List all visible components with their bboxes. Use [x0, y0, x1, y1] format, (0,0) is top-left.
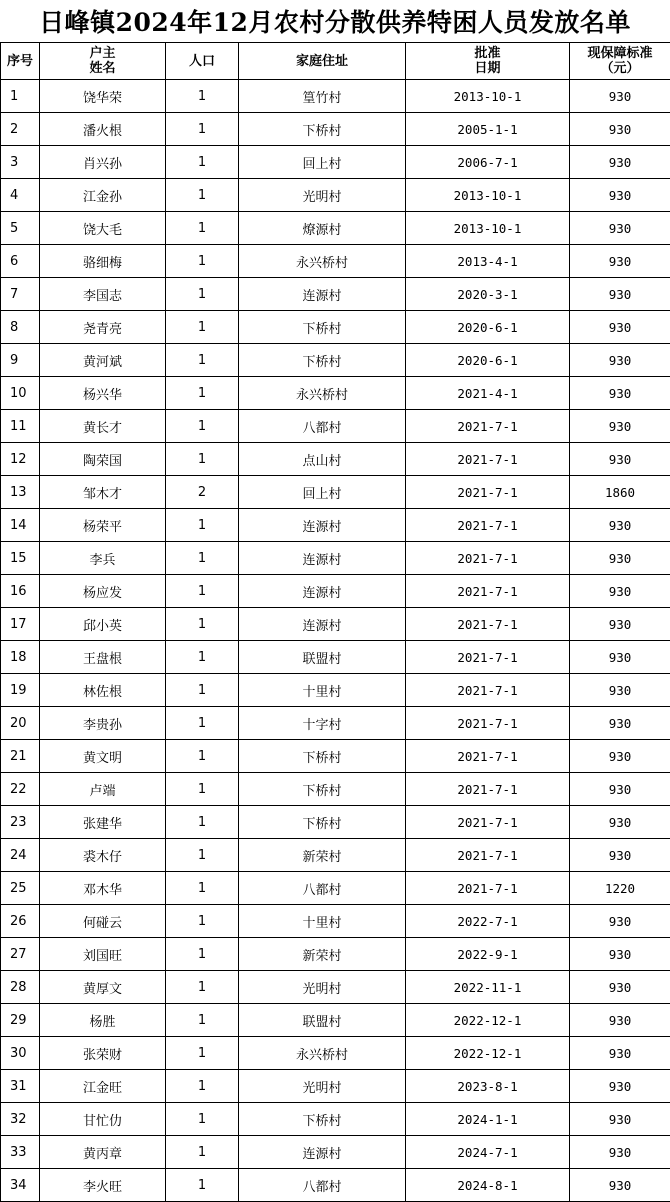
cell-serial-number: 3 [1, 146, 40, 179]
cell-population: 1 [166, 641, 239, 674]
cell-serial-number: 8 [1, 311, 40, 344]
cell-serial-number: 7 [1, 278, 40, 311]
header-home-address: 家庭住址 [239, 43, 406, 80]
cell-approval-date: 2021-7-1 [406, 608, 570, 641]
cell-householder-name: 杨兴华 [40, 377, 166, 410]
cell-population: 1 [166, 872, 239, 905]
cell-serial-number: 2 [1, 113, 40, 146]
header-householder-name: 户主 姓名 [40, 43, 166, 80]
cell-approval-date: 2021-7-1 [406, 872, 570, 905]
cell-serial-number: 31 [1, 1070, 40, 1103]
cell-home-address: 光明村 [239, 179, 406, 212]
cell-home-address: 燎源村 [239, 212, 406, 245]
table-row [1, 344, 670, 377]
cell-householder-name: 邓木华 [40, 872, 166, 905]
cell-serial-number: 24 [1, 839, 40, 872]
cell-population: 1 [166, 740, 239, 773]
cell-population: 1 [166, 1169, 239, 1202]
cell-population: 1 [166, 707, 239, 740]
cell-serial-number: 28 [1, 971, 40, 1004]
cell-standard-amount: 930 [570, 740, 670, 773]
cell-population: 1 [166, 839, 239, 872]
cell-population: 1 [166, 1136, 239, 1169]
cell-home-address: 回上村 [239, 476, 406, 509]
cell-serial-number: 10 [1, 377, 40, 410]
cell-approval-date: 2021-7-1 [406, 542, 570, 575]
table-row [1, 410, 670, 443]
cell-home-address: 新荣村 [239, 839, 406, 872]
cell-population: 1 [166, 971, 239, 1004]
cell-approval-date: 2005-1-1 [406, 113, 570, 146]
cell-approval-date: 2020-3-1 [406, 278, 570, 311]
cell-householder-name: 李贵孙 [40, 707, 166, 740]
cell-home-address: 连源村 [239, 509, 406, 542]
cell-population: 1 [166, 773, 239, 806]
cell-householder-name: 骆细梅 [40, 245, 166, 278]
cell-approval-date: 2021-7-1 [406, 509, 570, 542]
cell-approval-date: 2020-6-1 [406, 311, 570, 344]
cell-population: 1 [166, 146, 239, 179]
cell-serial-number: 34 [1, 1169, 40, 1202]
cell-serial-number: 17 [1, 608, 40, 641]
cell-householder-name: 黄河斌 [40, 344, 166, 377]
cell-serial-number: 15 [1, 542, 40, 575]
cell-home-address: 光明村 [239, 1070, 406, 1103]
cell-standard-amount: 1220 [570, 872, 670, 905]
cell-population: 1 [166, 311, 239, 344]
cell-serial-number: 26 [1, 905, 40, 938]
cell-householder-name: 杨胜 [40, 1004, 166, 1037]
cell-standard-amount: 930 [570, 938, 670, 971]
cell-home-address: 联盟村 [239, 641, 406, 674]
cell-standard-amount: 930 [570, 410, 670, 443]
cell-home-address: 下桥村 [239, 113, 406, 146]
cell-population: 1 [166, 1037, 239, 1070]
cell-population: 1 [166, 212, 239, 245]
table-row [1, 443, 670, 476]
cell-home-address: 下桥村 [239, 1103, 406, 1136]
table-row [1, 938, 670, 971]
cell-serial-number: 12 [1, 443, 40, 476]
cell-serial-number: 5 [1, 212, 40, 245]
cell-householder-name: 卢端 [40, 773, 166, 806]
header-serial-number: 序号 [1, 43, 40, 80]
cell-standard-amount: 930 [570, 179, 670, 212]
cell-population: 1 [166, 278, 239, 311]
cell-householder-name: 杨应发 [40, 575, 166, 608]
cell-standard-amount: 930 [570, 344, 670, 377]
cell-householder-name: 李火旺 [40, 1169, 166, 1202]
header-population: 人口 [166, 43, 239, 80]
cell-approval-date: 2013-4-1 [406, 245, 570, 278]
table-row [1, 806, 670, 839]
table-row [1, 146, 670, 179]
cell-approval-date: 2024-8-1 [406, 1169, 570, 1202]
cell-population: 1 [166, 344, 239, 377]
cell-serial-number: 11 [1, 410, 40, 443]
table-row [1, 608, 670, 641]
cell-serial-number: 4 [1, 179, 40, 212]
cell-standard-amount: 930 [570, 212, 670, 245]
cell-population: 1 [166, 1004, 239, 1037]
cell-approval-date: 2021-7-1 [406, 476, 570, 509]
cell-population: 1 [166, 443, 239, 476]
cell-home-address: 连源村 [239, 608, 406, 641]
cell-standard-amount: 930 [570, 278, 670, 311]
cell-approval-date: 2024-7-1 [406, 1136, 570, 1169]
cell-population: 1 [166, 377, 239, 410]
table-row [1, 1103, 670, 1136]
cell-home-address: 回上村 [239, 146, 406, 179]
recipients-table [0, 42, 670, 1202]
cell-householder-name: 江金孙 [40, 179, 166, 212]
cell-serial-number: 21 [1, 740, 40, 773]
table-row [1, 509, 670, 542]
cell-approval-date: 2021-7-1 [406, 806, 570, 839]
cell-standard-amount: 930 [570, 1103, 670, 1136]
cell-standard-amount: 930 [570, 905, 670, 938]
table-row [1, 641, 670, 674]
cell-approval-date: 2021-7-1 [406, 410, 570, 443]
cell-serial-number: 18 [1, 641, 40, 674]
cell-householder-name: 陶荣国 [40, 443, 166, 476]
cell-home-address: 连源村 [239, 278, 406, 311]
cell-approval-date: 2020-6-1 [406, 344, 570, 377]
cell-standard-amount: 930 [570, 1136, 670, 1169]
cell-home-address: 十里村 [239, 674, 406, 707]
cell-householder-name: 刘国旺 [40, 938, 166, 971]
cell-standard-amount: 930 [570, 443, 670, 476]
cell-population: 1 [166, 1070, 239, 1103]
cell-householder-name: 饶大毛 [40, 212, 166, 245]
cell-householder-name: 饶华荣 [40, 80, 166, 113]
cell-standard-amount: 930 [570, 1004, 670, 1037]
cell-standard-amount: 930 [570, 542, 670, 575]
cell-approval-date: 2021-4-1 [406, 377, 570, 410]
cell-population: 2 [166, 476, 239, 509]
cell-serial-number: 1 [1, 80, 40, 113]
cell-serial-number: 33 [1, 1136, 40, 1169]
cell-home-address: 联盟村 [239, 1004, 406, 1037]
cell-home-address: 光明村 [239, 971, 406, 1004]
cell-standard-amount: 930 [570, 839, 670, 872]
cell-approval-date: 2021-7-1 [406, 773, 570, 806]
cell-serial-number: 6 [1, 245, 40, 278]
cell-standard-amount: 930 [570, 806, 670, 839]
cell-serial-number: 27 [1, 938, 40, 971]
cell-serial-number: 19 [1, 674, 40, 707]
cell-householder-name: 王盘根 [40, 641, 166, 674]
cell-home-address: 连源村 [239, 542, 406, 575]
table-row [1, 377, 670, 410]
cell-approval-date: 2013-10-1 [406, 179, 570, 212]
cell-householder-name: 邹木才 [40, 476, 166, 509]
cell-householder-name: 江金旺 [40, 1070, 166, 1103]
cell-approval-date: 2021-7-1 [406, 575, 570, 608]
table-row [1, 971, 670, 1004]
cell-population: 1 [166, 608, 239, 641]
cell-householder-name: 尧青亮 [40, 311, 166, 344]
cell-approval-date: 2021-7-1 [406, 740, 570, 773]
cell-standard-amount: 930 [570, 773, 670, 806]
cell-standard-amount: 930 [570, 146, 670, 179]
cell-standard-amount: 930 [570, 707, 670, 740]
header-approval-date: 批准 日期 [406, 43, 570, 80]
cell-serial-number: 25 [1, 872, 40, 905]
cell-serial-number: 23 [1, 806, 40, 839]
cell-approval-date: 2013-10-1 [406, 80, 570, 113]
table-row [1, 1004, 670, 1037]
cell-householder-name: 李兵 [40, 542, 166, 575]
cell-approval-date: 2021-7-1 [406, 641, 570, 674]
cell-home-address: 新荣村 [239, 938, 406, 971]
table-row [1, 476, 670, 509]
cell-population: 1 [166, 179, 239, 212]
cell-approval-date: 2023-8-1 [406, 1070, 570, 1103]
table-row [1, 1136, 670, 1169]
table-row [1, 707, 670, 740]
cell-approval-date: 2022-7-1 [406, 905, 570, 938]
cell-householder-name: 裘木仔 [40, 839, 166, 872]
table-row [1, 113, 670, 146]
cell-home-address: 下桥村 [239, 740, 406, 773]
cell-approval-date: 2021-7-1 [406, 707, 570, 740]
cell-population: 1 [166, 905, 239, 938]
table-row [1, 1070, 670, 1103]
cell-householder-name: 林佐根 [40, 674, 166, 707]
cell-population: 1 [166, 1103, 239, 1136]
table-body [1, 80, 670, 1202]
cell-population: 1 [166, 674, 239, 707]
cell-serial-number: 20 [1, 707, 40, 740]
table-row [1, 245, 670, 278]
cell-standard-amount: 930 [570, 509, 670, 542]
cell-standard-amount: 930 [570, 608, 670, 641]
table-row [1, 212, 670, 245]
cell-home-address: 篁竹村 [239, 80, 406, 113]
cell-householder-name: 邱小英 [40, 608, 166, 641]
cell-approval-date: 2021-7-1 [406, 443, 570, 476]
cell-standard-amount: 930 [570, 575, 670, 608]
table-row [1, 905, 670, 938]
cell-approval-date: 2022-11-1 [406, 971, 570, 1004]
cell-home-address: 连源村 [239, 1136, 406, 1169]
cell-householder-name: 黄长才 [40, 410, 166, 443]
cell-population: 1 [166, 542, 239, 575]
table-row [1, 575, 670, 608]
table-row [1, 872, 670, 905]
cell-home-address: 八都村 [239, 872, 406, 905]
cell-population: 1 [166, 113, 239, 146]
cell-householder-name: 张建华 [40, 806, 166, 839]
cell-approval-date: 2024-1-1 [406, 1103, 570, 1136]
cell-serial-number: 22 [1, 773, 40, 806]
cell-home-address: 永兴桥村 [239, 245, 406, 278]
table-row [1, 278, 670, 311]
cell-serial-number: 13 [1, 476, 40, 509]
table-row [1, 1169, 670, 1202]
cell-householder-name: 黄丙章 [40, 1136, 166, 1169]
cell-home-address: 八都村 [239, 410, 406, 443]
cell-population: 1 [166, 80, 239, 113]
table-row [1, 740, 670, 773]
cell-approval-date: 2006-7-1 [406, 146, 570, 179]
cell-standard-amount: 930 [570, 971, 670, 1004]
cell-householder-name: 甘忙仂 [40, 1103, 166, 1136]
table-row [1, 542, 670, 575]
cell-population: 1 [166, 245, 239, 278]
cell-standard-amount: 930 [570, 377, 670, 410]
cell-standard-amount: 930 [570, 1070, 670, 1103]
cell-home-address: 下桥村 [239, 311, 406, 344]
cell-home-address: 十字村 [239, 707, 406, 740]
cell-serial-number: 14 [1, 509, 40, 542]
cell-standard-amount: 930 [570, 245, 670, 278]
cell-serial-number: 9 [1, 344, 40, 377]
table-header-row [1, 43, 670, 80]
cell-population: 1 [166, 410, 239, 443]
table-row [1, 839, 670, 872]
cell-standard-amount: 930 [570, 311, 670, 344]
cell-home-address: 下桥村 [239, 344, 406, 377]
table-row [1, 179, 670, 212]
cell-householder-name: 肖兴孙 [40, 146, 166, 179]
cell-home-address: 永兴桥村 [239, 377, 406, 410]
cell-population: 1 [166, 575, 239, 608]
cell-householder-name: 黄文明 [40, 740, 166, 773]
cell-householder-name: 杨荣平 [40, 509, 166, 542]
cell-serial-number: 32 [1, 1103, 40, 1136]
cell-householder-name: 何碰云 [40, 905, 166, 938]
cell-householder-name: 潘火根 [40, 113, 166, 146]
cell-standard-amount: 930 [570, 113, 670, 146]
table-row [1, 80, 670, 113]
cell-standard-amount: 930 [570, 1169, 670, 1202]
cell-serial-number: 16 [1, 575, 40, 608]
cell-approval-date: 2021-7-1 [406, 839, 570, 872]
table-row [1, 311, 670, 344]
cell-standard-amount: 930 [570, 674, 670, 707]
cell-standard-amount: 1860 [570, 476, 670, 509]
cell-standard-amount: 930 [570, 1037, 670, 1070]
table-row [1, 1037, 670, 1070]
cell-home-address: 下桥村 [239, 806, 406, 839]
cell-population: 1 [166, 509, 239, 542]
cell-approval-date: 2022-12-1 [406, 1037, 570, 1070]
cell-standard-amount: 930 [570, 641, 670, 674]
cell-home-address: 下桥村 [239, 773, 406, 806]
cell-serial-number: 30 [1, 1037, 40, 1070]
cell-home-address: 十里村 [239, 905, 406, 938]
cell-approval-date: 2022-12-1 [406, 1004, 570, 1037]
table-row [1, 674, 670, 707]
cell-householder-name: 张荣财 [40, 1037, 166, 1070]
cell-householder-name: 李国志 [40, 278, 166, 311]
page-title: 日峰镇2024年12月农村分散供养特困人员发放名单 [0, 0, 670, 42]
cell-approval-date: 2013-10-1 [406, 212, 570, 245]
cell-approval-date: 2022-9-1 [406, 938, 570, 971]
cell-home-address: 八都村 [239, 1169, 406, 1202]
cell-home-address: 点山村 [239, 443, 406, 476]
header-current-standard: 现保障标准 （元） [570, 43, 670, 80]
cell-home-address: 连源村 [239, 575, 406, 608]
table-row [1, 773, 670, 806]
cell-population: 1 [166, 938, 239, 971]
cell-standard-amount: 930 [570, 80, 670, 113]
cell-population: 1 [166, 806, 239, 839]
cell-approval-date: 2021-7-1 [406, 674, 570, 707]
cell-home-address: 永兴桥村 [239, 1037, 406, 1070]
cell-serial-number: 29 [1, 1004, 40, 1037]
cell-householder-name: 黄厚文 [40, 971, 166, 1004]
